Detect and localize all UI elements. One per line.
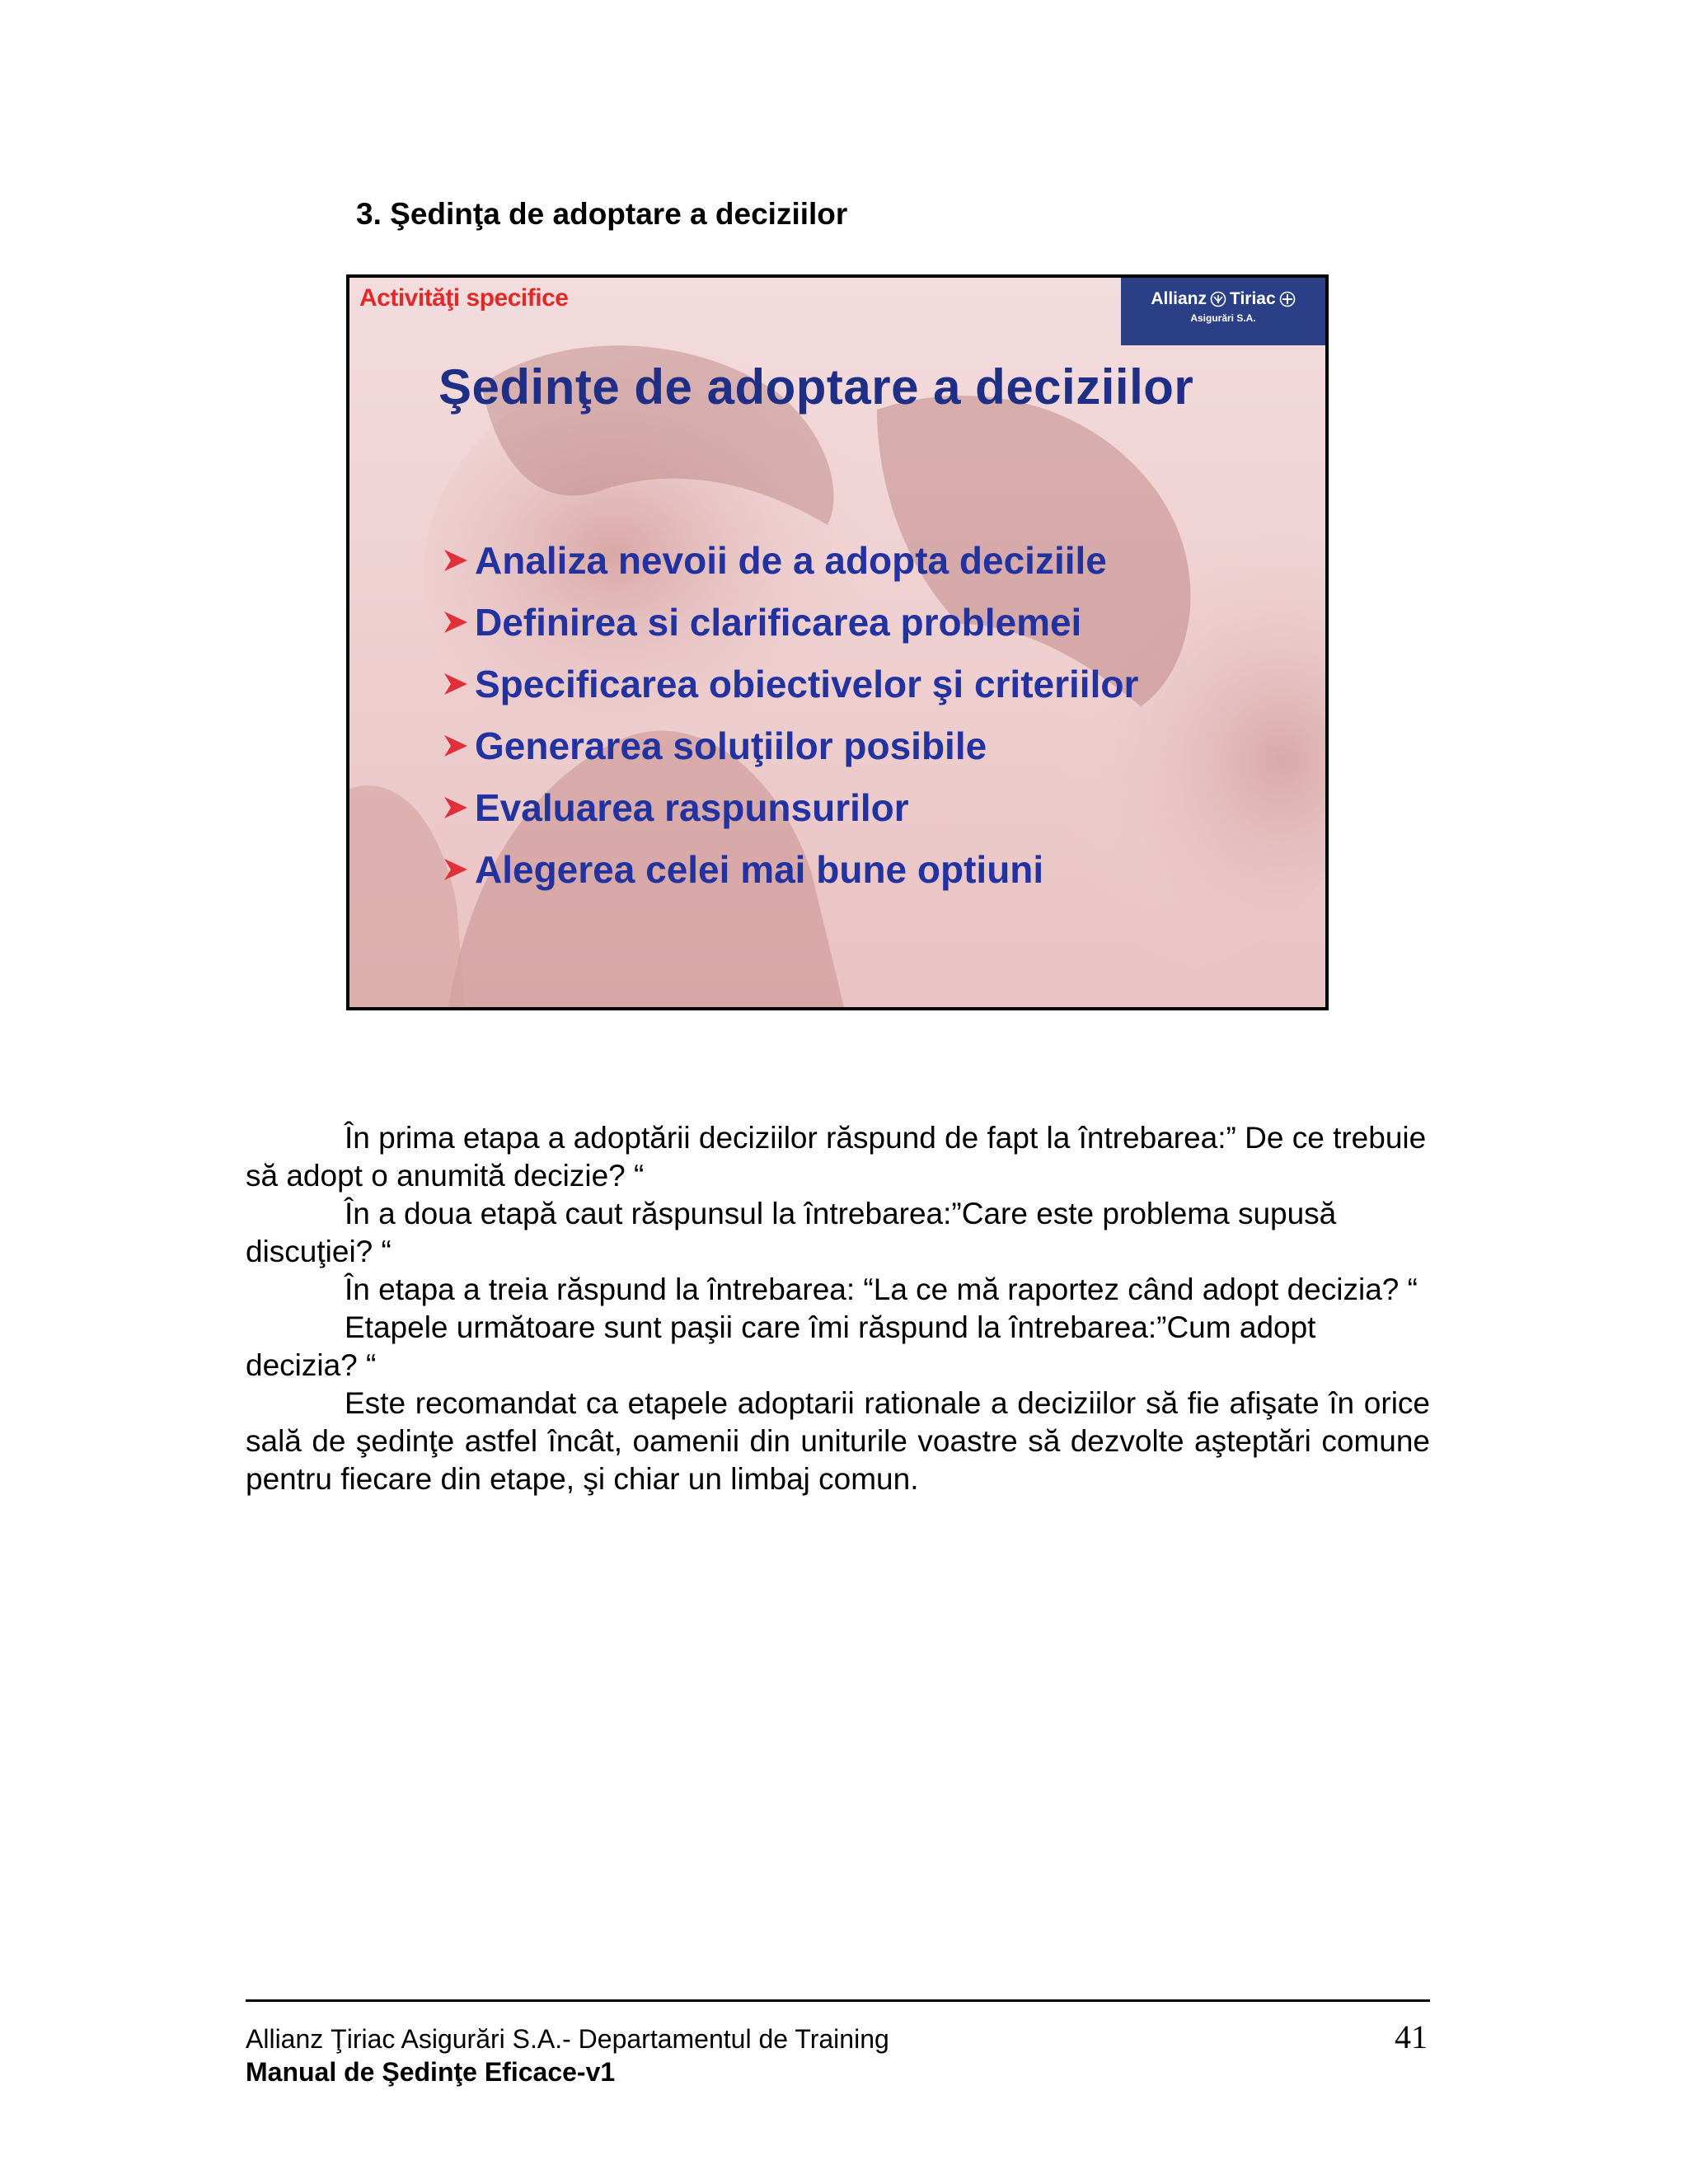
body-paragraph: Este recomandat ca etapele adoptarii rationale a deciziilor să fie afişate în orice sală de şedinţe astfel încât, oamenii din uniturile voastre să dezvolte aşteptări comune pentru fiecare din etape, şi chiar un limbaj comun. xyxy=(246,1386,1430,1496)
logo-subtitle: Asigurări S.A. xyxy=(1190,312,1256,324)
body-text xyxy=(246,1119,1430,1498)
body-paragraph: În prima etapa a adoptării deciziilor răspund de fapt la întrebarea:” De ce trebuie să adopt o anumită decizie? “ xyxy=(246,1121,1427,1193)
footer-company: Allianz Ţiriac Asigurări S.A.- Departamentul de Training xyxy=(246,2024,889,2054)
footer-manual-title: Manual de Şedinţe Eficace-v1 xyxy=(246,2057,616,2087)
slide-bullet-text: Definirea si clarificarea problemei xyxy=(475,600,1082,644)
arrow-bullet-icon xyxy=(442,670,470,698)
tiriac-cross-icon xyxy=(1279,291,1296,307)
slide-bullet-item xyxy=(442,529,1138,591)
logo-right-text: Tiriac xyxy=(1230,289,1276,308)
body-paragraph: În a doua etapă caut răspunsul la întrebarea:”Care este problema supusă discuţiei? “ xyxy=(246,1197,1337,1268)
slide-bullet-text: Analiza nevoii de a adopta deciziile xyxy=(475,538,1107,582)
slide-bullet-item xyxy=(442,715,1138,776)
footer xyxy=(246,2022,889,2088)
arrow-bullet-icon xyxy=(442,794,470,822)
allianz-eagle-icon xyxy=(1210,291,1226,307)
page-number: 41 xyxy=(1395,2018,1428,2055)
slide-image xyxy=(346,274,1329,1010)
allianz-tiriac-logo xyxy=(1121,278,1325,345)
slide-category-tag: Activităţi specifice xyxy=(359,284,569,312)
body-paragraph: În etapa a treia răspund la întrebarea: “La ce mă raportez când adopt decizia? “ xyxy=(345,1272,1418,1306)
slide-bullet-item xyxy=(442,776,1138,838)
arrow-bullet-icon xyxy=(442,732,470,760)
slide-bullet-item xyxy=(442,591,1138,653)
slide-bullet-text: Specificarea obiectivelor şi criteriilor xyxy=(475,662,1139,705)
slide-bullet-text: Evaluarea raspunsurilor xyxy=(475,785,909,829)
slide-bullet-text: Generarea soluţiilor posibile xyxy=(475,724,987,767)
arrow-bullet-icon xyxy=(442,608,470,636)
slide-bullet-item xyxy=(442,653,1138,715)
slide-bullet-item xyxy=(442,838,1138,900)
arrow-bullet-icon xyxy=(442,546,470,574)
footer-divider xyxy=(246,1999,1430,2002)
body-paragraph: Etapele următoare sunt paşii care îmi răspund la întrebarea:”Cum adopt decizia? “ xyxy=(246,1310,1316,1382)
slide-bullet-list xyxy=(442,529,1138,900)
slide-title: Şedinţe de adoptare a deciziilor xyxy=(438,359,1194,415)
logo-left-text: Allianz xyxy=(1151,289,1207,308)
section-heading: 3. Şedinţa de adoptare a deciziilor xyxy=(356,197,848,231)
slide-bullet-text: Alegerea celei mai bune optiuni xyxy=(475,847,1044,891)
arrow-bullet-icon xyxy=(442,855,470,883)
